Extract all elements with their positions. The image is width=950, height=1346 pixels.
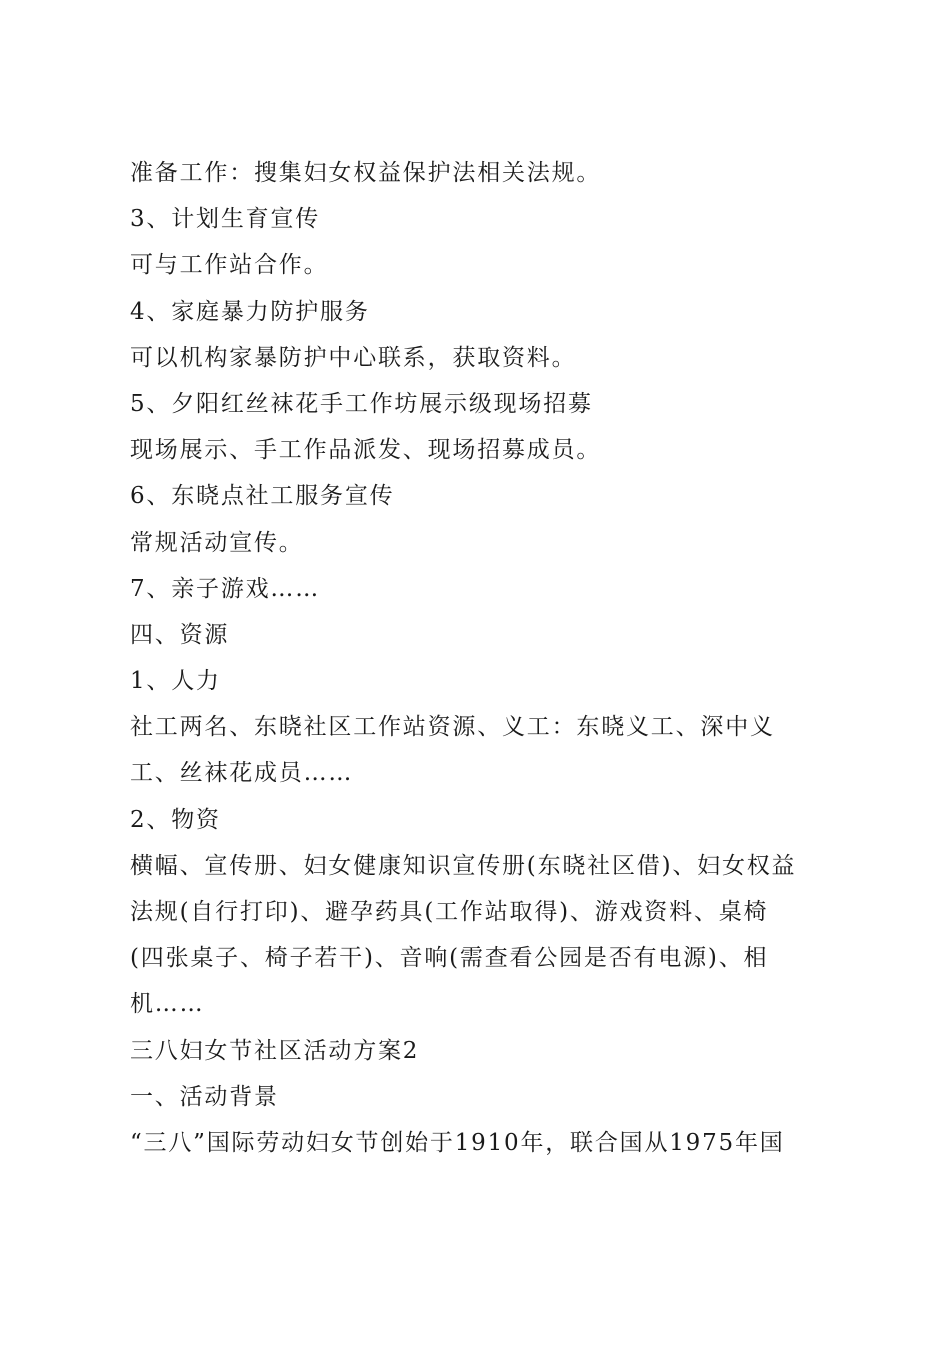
section-heading: 3、计划生育宣传 bbox=[130, 206, 321, 233]
section-heading: 4、家庭暴力防护服务 bbox=[130, 298, 370, 325]
subsection-heading: 2、物资 bbox=[130, 806, 221, 833]
text-line: 社工两名、东晓社区工作站资源、义工：东晓义工、深中义 bbox=[130, 714, 775, 741]
section-heading: 6、东晓点社工服务宣传 bbox=[130, 483, 395, 510]
text-line: 准备工作：搜集妇女权益保护法相关法规。 bbox=[130, 160, 602, 186]
section-heading: 5、夕阳红丝袜花手工作坊展示级现场招募 bbox=[130, 390, 593, 417]
text-line: (四张桌子、椅子若干)、音响(需查看公园是否有电源)、相 bbox=[130, 945, 769, 972]
text-line: 工、丝袜花成员…… bbox=[130, 760, 354, 787]
document-body bbox=[130, 150, 830, 1166]
text-line: 横幅、宣传册、妇女健康知识宣传册(东晓社区借)、妇女权益 bbox=[130, 852, 797, 879]
text-line: 法规(自行打印)、避孕药具(工作站取得)、游戏资料、桌椅 bbox=[130, 899, 769, 925]
subsection-heading: 1、人力 bbox=[130, 668, 221, 695]
text-line: 可与工作站合作。 bbox=[130, 252, 329, 279]
text-line: “三八”国际劳动妇女节创始于1910年，联合国从1975年国 bbox=[130, 1129, 785, 1156]
text-line: 现场展示、手工作品派发、现场招募成员。 bbox=[130, 437, 602, 464]
text-line: 常规活动宣传。 bbox=[130, 529, 304, 556]
text-line: 可以机构家暴防护中心联系，获取资料。 bbox=[130, 344, 577, 371]
section-heading: 7、亲子游戏…… bbox=[130, 575, 321, 602]
document-title: 三八妇女节社区活动方案2 bbox=[130, 1037, 420, 1064]
section-heading: 四、资源 bbox=[130, 621, 230, 648]
section-heading: 一、活动背景 bbox=[130, 1083, 279, 1110]
text-line: 机…… bbox=[130, 991, 205, 1018]
